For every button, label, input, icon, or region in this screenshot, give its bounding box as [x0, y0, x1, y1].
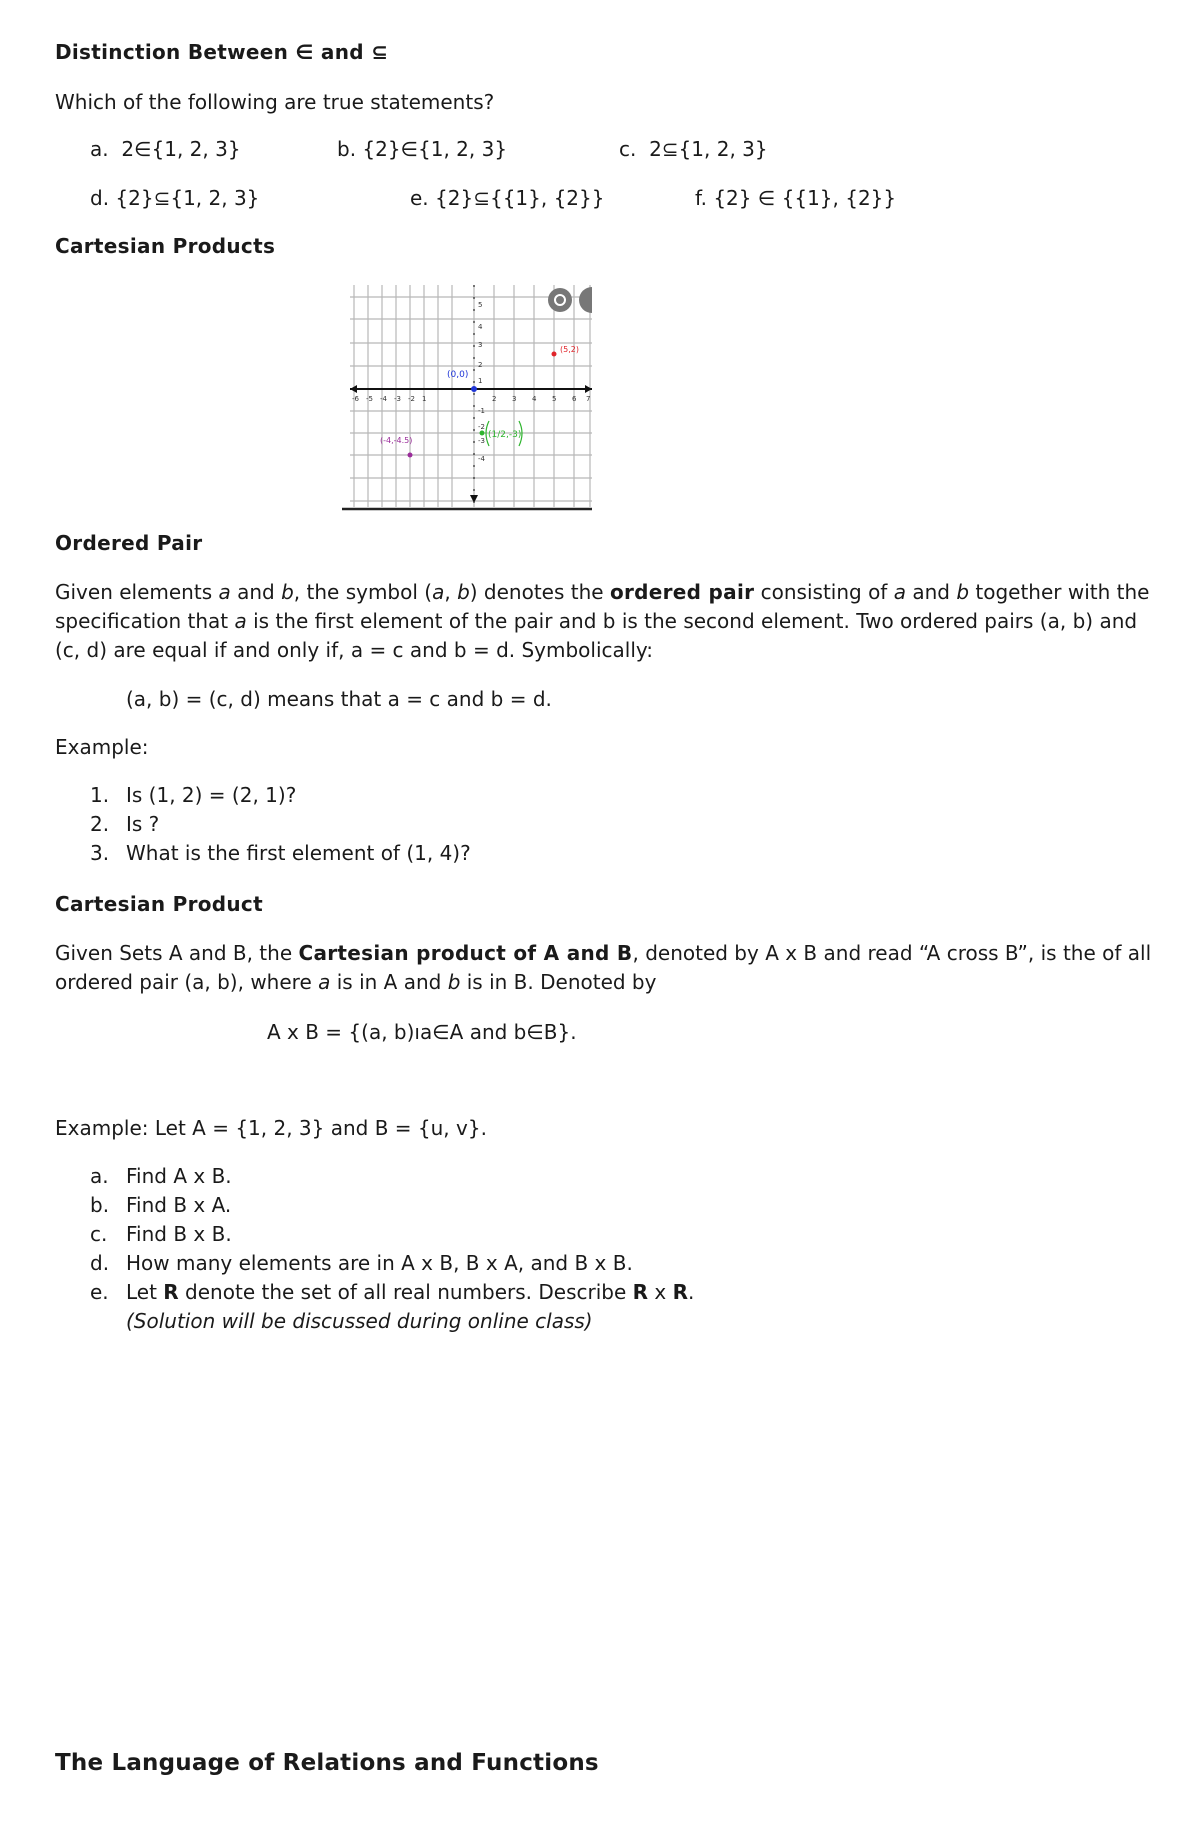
- list-marker: c.: [90, 1222, 108, 1246]
- list-item-text: x: [648, 1280, 673, 1304]
- list-item-text: What is the first element of (1, 4)?: [126, 841, 471, 865]
- y-tick-label: -2: [478, 423, 485, 431]
- option-marker: d.: [90, 186, 110, 210]
- para-text: Given elements: [55, 580, 219, 604]
- option-text: {2} ∈ {{1}, {2}}: [713, 186, 897, 210]
- var-b: b: [447, 970, 461, 994]
- para-text: and: [905, 580, 957, 604]
- list-item-text: Let: [126, 1280, 164, 1304]
- option-marker: e.: [410, 186, 429, 210]
- option-e: [410, 186, 604, 210]
- list-item: [90, 781, 471, 810]
- y-tick-labels: [478, 301, 486, 463]
- list-item-text: Find B x A.: [126, 1193, 232, 1217]
- para-text: is in A and: [330, 970, 448, 994]
- question-text: Which of the following are true statements?: [55, 90, 495, 114]
- option-marker: b.: [337, 137, 357, 161]
- x-tick-label: 1: [422, 395, 427, 403]
- list-item-text: How many elements are in A x B, B x A, and B x B.: [126, 1251, 633, 1275]
- cartesian-product-formula: A x B = {(a, b)ıa∈A and b∈B}.: [267, 1020, 577, 1044]
- cartesian-example-label: Example: Let A = {1, 2, 3} and B = {u, v}.: [55, 1116, 487, 1140]
- x-tick-label: -2: [408, 395, 415, 403]
- solution-note: (Solution will be discussed during online class): [126, 1309, 593, 1333]
- var-b: b: [281, 580, 294, 604]
- list-item-text: denote the set of all real numbers. Describe: [178, 1280, 633, 1304]
- x-tick-label: -3: [394, 395, 401, 403]
- para-text: Given Sets A and B, the: [55, 941, 299, 965]
- point-purple-label: (-4,-4.5): [380, 436, 413, 445]
- x-axis-arrow: [585, 385, 592, 393]
- para-text: , the symbol (: [293, 580, 433, 604]
- list-marker: 3.: [90, 841, 110, 865]
- list-item: [90, 1162, 694, 1191]
- para-text: is in B. Denoted by: [460, 970, 657, 994]
- y-axis-arrow: [470, 495, 478, 503]
- heading-cartesian-product: Cartesian Product: [55, 892, 263, 916]
- option-a: [90, 137, 241, 161]
- var-b: b: [956, 580, 970, 604]
- list-marker: 2.: [90, 812, 110, 836]
- y-tick-label: -3: [478, 437, 485, 445]
- cartesian-product-paragraph: [55, 939, 1155, 997]
- example-label: Example:: [55, 735, 149, 759]
- cartesian-example-items: [90, 1162, 694, 1336]
- list-item-text: Is ?: [126, 812, 160, 836]
- option-text: 2∈{1, 2, 3}: [121, 137, 241, 161]
- list-item-text: .: [688, 1280, 695, 1304]
- point-green-label: (1/2,-3): [488, 430, 522, 440]
- option-marker: f.: [695, 186, 707, 210]
- list-marker: b.: [90, 1193, 110, 1217]
- list-item: [90, 810, 471, 839]
- option-marker: c.: [619, 137, 637, 161]
- list-item: [90, 1278, 694, 1307]
- point-origin: [471, 386, 477, 392]
- x-tick-label: 5: [552, 395, 557, 403]
- list-item: [90, 1249, 694, 1278]
- para-text: ,: [444, 580, 458, 604]
- heading-cartesian-products: Cartesian Products: [55, 234, 276, 258]
- y-tick-label: -1: [478, 407, 485, 415]
- option-d: [90, 186, 259, 210]
- var-a: a: [234, 609, 247, 633]
- heading-relations-functions: The Language of Relations and Functions: [55, 1750, 599, 1776]
- list-marker: a.: [90, 1164, 109, 1188]
- ordered-pair-formula: (a, b) = (c, d) means that a = c and b = d.: [126, 687, 552, 711]
- var-a: a: [432, 580, 445, 604]
- list-item: [90, 1191, 694, 1220]
- x-tick-label: 3: [512, 395, 517, 403]
- coordinate-graph: [342, 283, 592, 513]
- point-origin-label: (0,0): [447, 370, 469, 380]
- option-text: {2}⊆{{1}, {2}}: [435, 186, 605, 210]
- var-a: a: [893, 580, 906, 604]
- list-item: [90, 839, 471, 868]
- x-tick-label: 6: [572, 395, 577, 403]
- x-tick-label: 4: [532, 395, 537, 403]
- x-tick-label: -4: [380, 395, 387, 403]
- partial-icon: [579, 287, 592, 313]
- para-text: together with the specification that: [55, 580, 1150, 633]
- term-ordered-pair: ordered pair: [609, 580, 755, 604]
- term-cartesian-product: Cartesian product of A and B: [298, 941, 633, 965]
- point-red: [552, 352, 557, 357]
- y-tick-label: 2: [478, 361, 483, 369]
- list-item-note: [90, 1307, 694, 1336]
- x-tick-label: -5: [366, 395, 373, 403]
- option-text: 2⊆{1, 2, 3}: [649, 137, 768, 161]
- x-tick-labels: [352, 395, 590, 403]
- list-item: [90, 1220, 694, 1249]
- para-text: is the first element of the pair and b is the second element. Two ordered pairs (a, b) and (c, d) are equal if and only if, a = c and b = d. Symbolically:: [55, 609, 1138, 662]
- x-tick-label: 7: [586, 395, 591, 403]
- para-text: consisting of: [754, 580, 894, 604]
- y-tick-label: 1: [478, 377, 483, 385]
- y-tick-label: 5: [478, 301, 483, 309]
- list-marker: e.: [90, 1280, 109, 1304]
- para-text: , denoted by A x B and read “A cross B”, is the of all ordered pair (a, b), where: [55, 941, 1152, 994]
- real-numbers-symbol: R: [672, 1280, 689, 1304]
- point-purple: [408, 453, 413, 458]
- y-tick-label: -4: [478, 455, 485, 463]
- para-text: ) denotes the: [469, 580, 610, 604]
- option-f: [695, 186, 896, 210]
- point-green: [480, 431, 485, 436]
- real-numbers-symbol: R: [632, 1280, 649, 1304]
- para-text: and: [230, 580, 282, 604]
- var-a: a: [318, 970, 331, 994]
- y-tick-label: 3: [478, 341, 483, 349]
- var-a: a: [218, 580, 231, 604]
- option-text: {2}⊆{1, 2, 3}: [115, 186, 260, 210]
- var-b: b: [457, 580, 470, 604]
- ordered-pair-examples: [90, 781, 471, 868]
- list-item-text: Find A x B.: [126, 1164, 232, 1188]
- list-marker: 1.: [90, 783, 110, 807]
- heading-distinction: Distinction Between ∈ and ⊆: [55, 40, 389, 64]
- list-item-text: Find B x B.: [126, 1222, 232, 1246]
- option-text: {2}∈{1, 2, 3}: [362, 137, 508, 161]
- point-red-label: (5,2): [560, 345, 579, 354]
- heading-ordered-pair: Ordered Pair: [55, 531, 203, 555]
- real-numbers-symbol: R: [163, 1280, 179, 1304]
- list-item-text: Is (1, 2) = (2, 1)?: [126, 783, 297, 807]
- y-tick-label: 4: [478, 323, 483, 331]
- settings-icon[interactable]: [548, 288, 572, 312]
- option-marker: a.: [90, 137, 109, 161]
- x-tick-label: -6: [352, 395, 359, 403]
- option-c: [619, 137, 768, 161]
- list-marker: d.: [90, 1251, 110, 1275]
- x-tick-label: 2: [492, 395, 497, 403]
- ordered-pair-paragraph: [55, 578, 1155, 665]
- option-b: [337, 137, 507, 161]
